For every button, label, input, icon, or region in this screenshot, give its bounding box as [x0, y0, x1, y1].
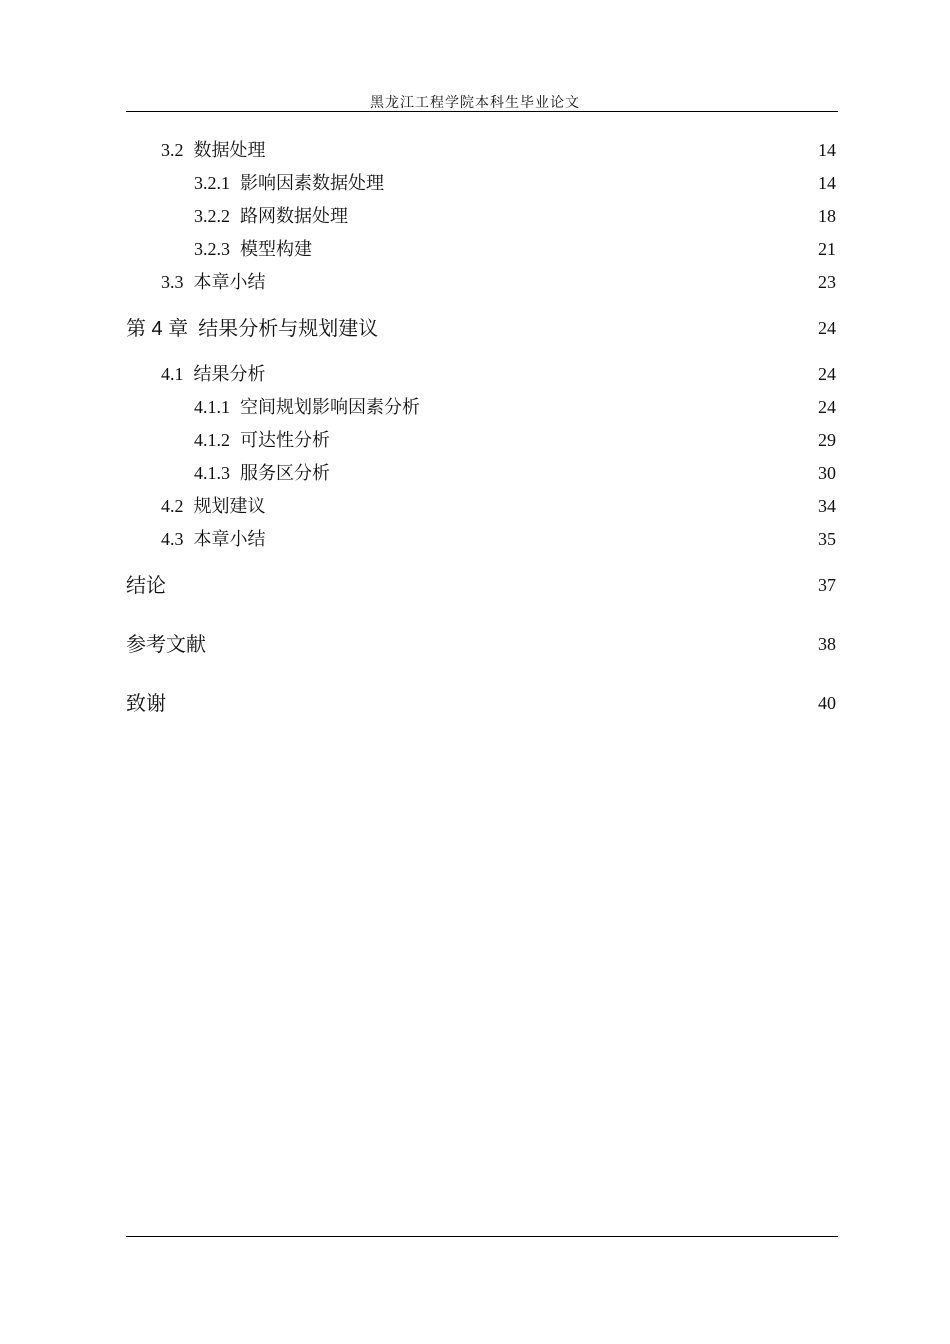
toc-entry-label	[126, 316, 378, 341]
toc-entry-label	[194, 204, 348, 229]
toc-entry-title: 规划建议	[193, 496, 266, 517]
toc-entry-page: 23	[818, 272, 836, 292]
toc-entry[interactable]	[126, 461, 838, 485]
toc-entry-label	[194, 395, 420, 420]
toc-entry-title: 参考文献	[126, 632, 206, 656]
footer-rule	[126, 1236, 838, 1237]
toc-entry-number: 4.1.3	[194, 463, 230, 483]
toc-entry-page: 30	[818, 463, 836, 483]
header-rule	[126, 111, 838, 112]
toc-entry-page: 29	[818, 430, 836, 450]
toc-entry-page: 14	[818, 173, 836, 193]
toc-entry-page: 24	[818, 397, 836, 417]
toc-entry-number: 3.2.1	[194, 173, 230, 193]
toc-entry-title: 结论	[126, 573, 166, 597]
toc-entry-title: 数据处理	[193, 140, 266, 161]
toc-entry-page: 35	[818, 529, 836, 549]
toc-entry-label	[194, 237, 312, 262]
toc-entry-number: 3.2	[161, 140, 184, 160]
toc-entry-title: 可达性分析	[240, 430, 330, 451]
toc-entry-title: 本章小结	[193, 272, 266, 293]
toc-entry[interactable]	[126, 428, 838, 452]
toc-entry-number: 3.2.2	[194, 206, 230, 226]
toc-entry-title: 服务区分析	[240, 463, 330, 484]
toc-entry-page: 24	[818, 318, 836, 338]
toc-entry[interactable]	[126, 237, 838, 261]
toc-entry-title: 结果分析与规划建议	[198, 316, 379, 340]
toc-entry-label	[161, 494, 266, 519]
toc-entry-label	[194, 428, 330, 453]
toc-entry-number: 第 4 章	[126, 318, 189, 340]
toc-entry[interactable]	[126, 527, 838, 551]
toc-entry-number: 3.2.3	[194, 239, 230, 259]
toc-entry-title: 本章小结	[193, 529, 266, 550]
toc-entry-label	[161, 362, 266, 387]
running-header: 黑龙江工程学院本科生毕业论文	[370, 95, 580, 111]
toc-entry-number: 4.2	[161, 496, 184, 516]
toc-entry-title: 影响因素数据处理	[240, 173, 384, 194]
toc-chapter-entry[interactable]	[126, 632, 838, 656]
toc-entry[interactable]	[126, 494, 838, 518]
toc-entry[interactable]	[126, 204, 838, 228]
toc-entry[interactable]	[126, 362, 838, 386]
toc-entry-page: 18	[818, 206, 836, 226]
toc-chapter-entry[interactable]	[126, 316, 838, 340]
toc-entry-label	[161, 527, 266, 552]
toc-entry-title: 结果分析	[193, 364, 266, 385]
toc-entry-page: 24	[818, 364, 836, 384]
toc-entry-number: 4.3	[161, 529, 184, 549]
toc-entry-label	[194, 171, 384, 196]
toc-entry-title: 致谢	[126, 691, 166, 715]
toc-entry-page: 38	[818, 634, 836, 654]
toc-entry-label	[161, 138, 266, 163]
toc-entry-label	[194, 461, 330, 486]
toc-entry-label	[161, 270, 266, 295]
toc-entry-title: 路网数据处理	[240, 206, 348, 227]
toc-entry-page: 40	[818, 693, 836, 713]
toc-entry-title: 模型构建	[240, 239, 312, 260]
toc-entry-number: 4.1	[161, 364, 184, 384]
toc-entry-number: 3.3	[161, 272, 184, 292]
toc-entry-number: 4.1.1	[194, 397, 230, 417]
toc-entry[interactable]	[126, 171, 838, 195]
toc-entry-page: 34	[818, 496, 836, 516]
toc-entry[interactable]	[126, 395, 838, 419]
toc-entry[interactable]	[126, 270, 838, 294]
toc-chapter-entry[interactable]	[126, 573, 838, 597]
toc-entry-page: 14	[818, 140, 836, 160]
toc-entry-title: 空间规划影响因素分析	[240, 397, 420, 418]
toc-chapter-entry[interactable]	[126, 691, 838, 715]
toc-entry-page: 21	[818, 239, 836, 259]
toc-entry-number: 4.1.2	[194, 430, 230, 450]
toc-entry-page: 37	[818, 575, 836, 595]
toc-entry[interactable]	[126, 138, 838, 162]
